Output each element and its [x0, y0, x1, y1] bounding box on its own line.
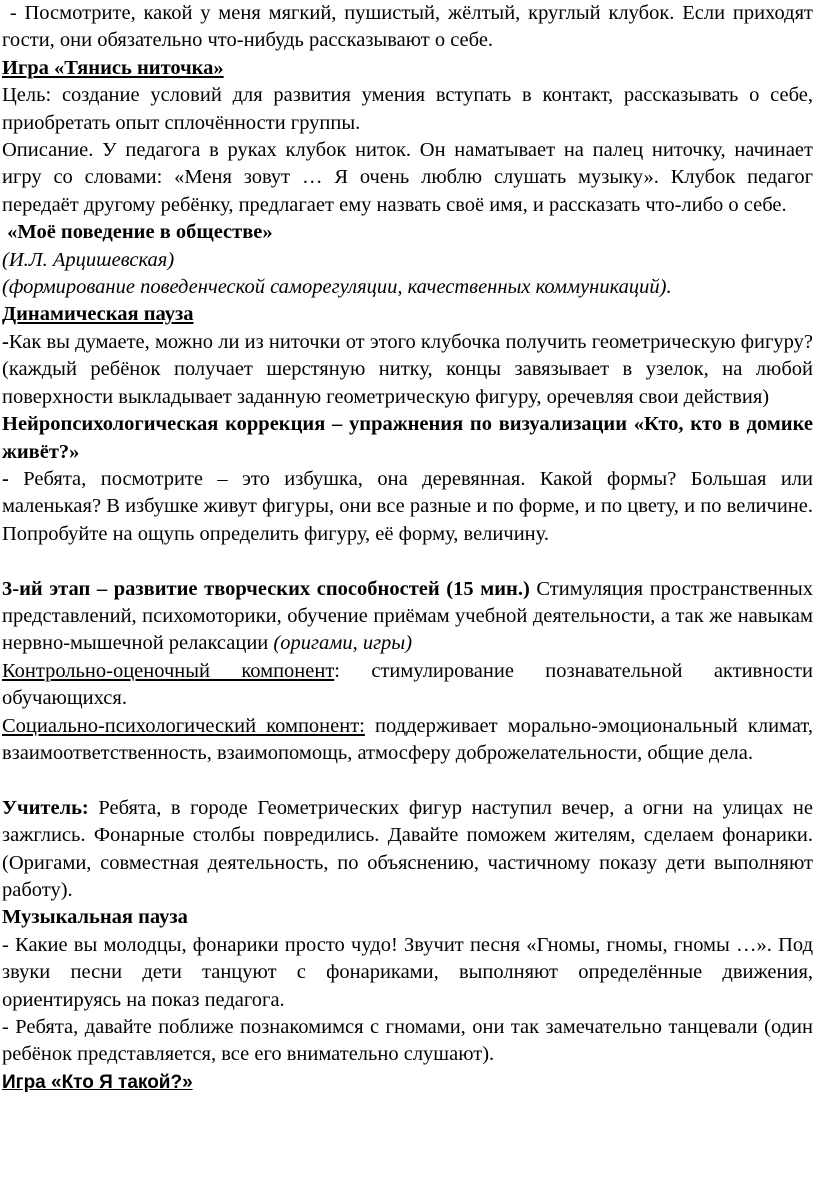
dynamic-pause-title: Динамическая пауза	[2, 303, 194, 326]
behavior-purpose: (формирование поведенческой саморегуляции, качественных коммуникаций).	[2, 276, 672, 299]
stage3-paragraph: 3-ий этап – развитие творческих способностей (15 мин.) Стимуляция пространственных представлений, психомоторики, обучение приёмам учебной деятельности, а так же навыкам нервно-мышечной релаксации (оригами, игры)	[2, 577, 813, 655]
music-pause-title: Музыкальная пауза	[2, 906, 188, 929]
neuro-text: - Ребята, посмотрите – это избушка, она деревянная. Какой формы? Большая или маленькая? В избушке живут фигуры, они все разные и по форме, и по цвету, и по величине. Попробуйте на ощупь определить фигуру, её форму, величину.	[2, 467, 813, 545]
spacer	[2, 767, 813, 794]
intro-paragraph: - Посмотрите, какой у меня мягкий, пушистый, жёлтый, круглый клубок. Если приходят гости, они обязательно что-нибудь рассказывают о себе.	[2, 2, 814, 52]
game1-description: Описание. У педагога в руках клубок ниток. Он наматывает на палец ниточку, начинает игру со словами: «Меня зовут … Я очень люблю слушать музыку». Клубок педагог передаёт другому ребёнку, предлагает ему назвать своё имя, и рассказать что-либо о себе.	[2, 139, 813, 216]
control-component: Контрольно-оценочный компонент: стимулирование познавательной активности обучающихся.	[2, 659, 813, 710]
music-pause-text-2: - Ребята, давайте поближе познакомимся с гномами, они так замечательно танцевали (один ребёнок представляется, все его внимательно слушают).	[2, 1016, 813, 1066]
behavior-author: (И.Л. Арцишевская)	[2, 248, 175, 271]
game1-goal: Цель: создание условий для развития умения вступать в контакт, рассказывать о себе, приобретать опыт сплочённости группы.	[2, 84, 813, 134]
music-pause-text-1: - Какие вы молодцы, фонарики просто чудо! Звучит песня «Гномы, гномы, гномы …». Под звуки песни дети танцуют с фонариками, выполняют определённые движения, ориентируясь на показ педагога.	[2, 933, 813, 1011]
game2-title: Игра «Кто Я такой?»	[2, 1071, 193, 1093]
social-component: Социально-психологический компонент: поддерживает морально-эмоциональный климат, взаимоответственность, взаимопомощь, атмосферу доброжелательности, общие дела.	[2, 714, 813, 764]
teacher-paragraph: Учитель: Ребята, в городе Геометрических фигур наступил вечер, а огни на улицах не зажглись. Фонарные столбы повредились. Давайте поможем жителям, сделаем фонарики. (Оригами, совместная деятельность, по объяснению, частичному показу дети выполняют работу).	[2, 796, 813, 901]
behavior-title: «Моё поведение в обществе»	[7, 221, 273, 244]
game1-title: Игра «Тянись ниточка»	[2, 56, 224, 79]
dynamic-pause-text: -Как вы думаете, можно ли из ниточки от этого клубочка получить геометрическую фигуру? (каждый ребёнок получает шерстяную нитку, концы завязывает в узелок, на любой поверхности выкладывает заданную геометрическую фигуру, оречевляя свои действия)	[2, 330, 813, 408]
neuro-title: Нейропсихологическая коррекция – упражнения по визуализации «Кто, кто в домике живёт?»	[2, 413, 813, 463]
spacer	[2, 548, 813, 575]
